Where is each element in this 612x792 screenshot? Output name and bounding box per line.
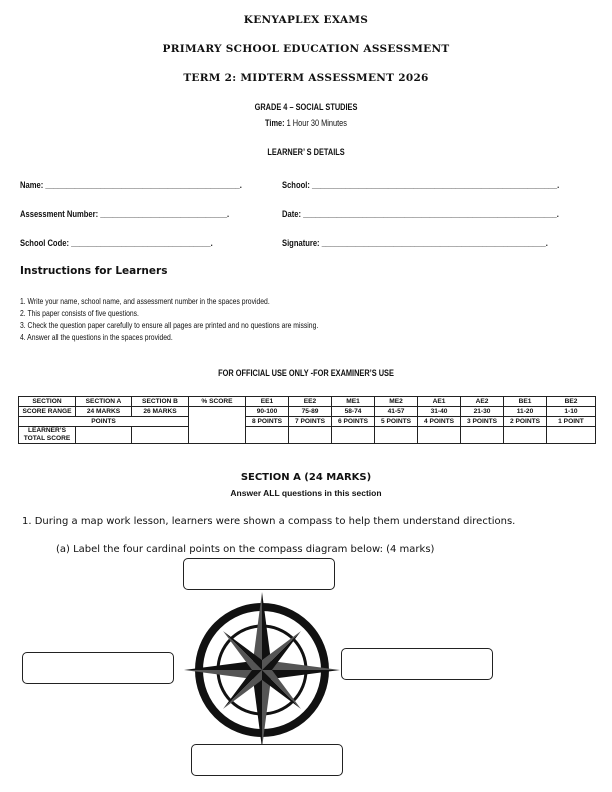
label-box-north[interactable] [183, 558, 335, 590]
term-title: TERM 2: MIDTERM ASSESSMENT 2026 [183, 72, 429, 84]
header-cell: AE1 [418, 397, 461, 407]
section-b-score-cell[interactable] [132, 427, 189, 444]
question-1a: (a) Label the four cardinal points on the compass diagram below: (4 marks) [56, 544, 435, 555]
range-cell: 41-57 [375, 407, 418, 417]
section-a-score-cell[interactable] [76, 427, 132, 444]
table-row [19, 427, 596, 444]
instruction-item: 2. This paper consists of five questions. [20, 308, 139, 318]
header-cell: EE1 [246, 397, 289, 407]
question-1: 1. During a map work lesson, learners were shown a compass to help them understand directions. [22, 516, 516, 527]
range-cell: 1-10 [547, 407, 596, 417]
range-cell: 11-20 [504, 407, 547, 417]
blank-cell[interactable] [547, 427, 596, 444]
points-cell: 4 POINTS [418, 417, 461, 427]
section-a-subtitle: Answer ALL questions in this section [230, 488, 382, 498]
header-cell: SECTION B [132, 397, 189, 407]
points-cell: 6 POINTS [332, 417, 375, 427]
blank-cell[interactable] [246, 427, 289, 444]
score-table [18, 396, 596, 444]
header-cell: SECTION A [76, 397, 132, 407]
points-cell: 2 POINTS [504, 417, 547, 427]
time-label: Time: [265, 118, 285, 128]
points-cell: 7 POINTS [289, 417, 332, 427]
school-field[interactable]: School: __________________________________________________________. [282, 180, 560, 191]
blank-cell[interactable] [332, 427, 375, 444]
percent-score-cell[interactable] [189, 407, 246, 444]
total-score-label-line1: LEARNER’S [27, 427, 67, 434]
blank-cell[interactable] [504, 427, 547, 444]
points-label-cell: POINTS [19, 417, 189, 427]
instruction-item: 4. Answer all the questions in the spaces provided. [20, 332, 173, 342]
header-cell: SECTION [19, 397, 76, 407]
section-a-title: SECTION A (24 MARKS) [240, 472, 372, 483]
learner-details-heading: LEARNER’ S DETAILS [267, 147, 345, 157]
header-cell: EE2 [289, 397, 332, 407]
table-row [19, 397, 596, 407]
signature-field[interactable]: Signature: _____________________________________________________. [282, 238, 548, 249]
instruction-item: 3. Check the question paper carefully to ensure all pages are printed and no questions are missing. [20, 320, 319, 330]
range-cell: 31-40 [418, 407, 461, 417]
table-cell: 24 MARKS [76, 407, 132, 417]
date-field[interactable]: Date: ____________________________________________________________. [282, 209, 559, 220]
header-cell: BE2 [547, 397, 596, 407]
points-cell: 1 POINT [547, 417, 596, 427]
official-use-heading: FOR OFFICIAL USE ONLY -FOR EXAMINER’S USE [218, 368, 394, 378]
assessment-title: PRIMARY SCHOOL EDUCATION ASSESSMENT [162, 43, 450, 55]
org-title: KENYAPLEX EXAMS [243, 14, 369, 26]
table-row [19, 407, 596, 417]
grade-subject: GRADE 4 – SOCIAL STUDIES [254, 102, 358, 112]
name-field[interactable]: Name: ______________________________________________. [20, 180, 242, 191]
school-code-field[interactable]: School Code: _________________________________. [20, 238, 213, 249]
range-cell: 21-30 [461, 407, 504, 417]
blank-cell[interactable] [375, 427, 418, 444]
range-cell: 75-89 [289, 407, 332, 417]
instruction-item: 1. Write your name, school name, and assessment number in the spaces provided. [20, 296, 270, 306]
range-cell: 90-100 [246, 407, 289, 417]
blank-cell[interactable] [461, 427, 504, 444]
points-cell: 3 POINTS [461, 417, 504, 427]
total-score-label [19, 427, 76, 444]
compass-icon [166, 580, 366, 755]
table-cell: 26 MARKS [132, 407, 189, 417]
points-cell: 5 POINTS [375, 417, 418, 427]
time-line [55, 118, 557, 128]
range-cell: 58-74 [332, 407, 375, 417]
header-cell: BE1 [504, 397, 547, 407]
blank-cell[interactable] [418, 427, 461, 444]
table-cell: SCORE RANGE [19, 407, 76, 417]
header-cell: AE2 [461, 397, 504, 407]
total-score-label-line2: TOTAL SCORE [23, 435, 71, 442]
header-cell: ME1 [332, 397, 375, 407]
header-cell: % SCORE [189, 397, 246, 407]
blank-cell[interactable] [289, 427, 332, 444]
points-cell: 8 POINTS [246, 417, 289, 427]
label-box-south[interactable] [191, 744, 343, 776]
time-value: 1 Hour 30 Minutes [284, 118, 347, 128]
label-box-east[interactable] [341, 648, 493, 680]
table-row [19, 417, 596, 427]
label-box-west[interactable] [22, 652, 174, 684]
instructions-title: Instructions for Learners [20, 265, 168, 277]
assessment-number-field[interactable]: Assessment Number: ______________________________. [20, 209, 230, 220]
header-cell: ME2 [375, 397, 418, 407]
